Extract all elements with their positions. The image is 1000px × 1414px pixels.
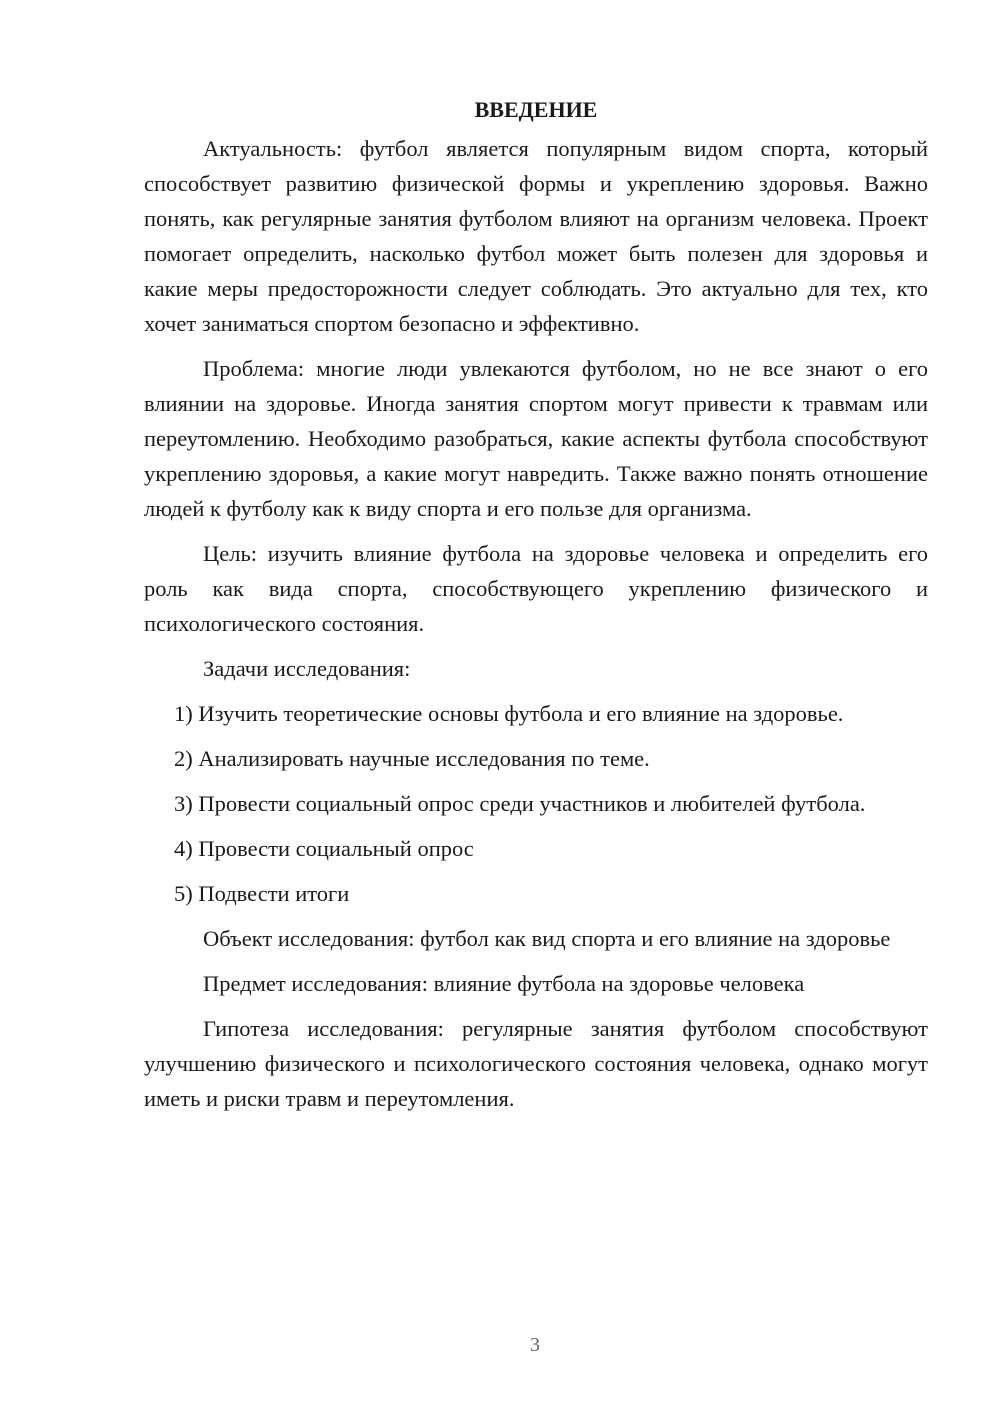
goal-paragraph: Цель: изучить влияние футбола на здоровье человека и определить его роль как вида спорта, способствующего укреплению физического и психологического состояния. [144,541,928,636]
section-title: ВВЕДЕНИЕ [474,97,598,122]
task-item-5: 5) Подвести итоги [174,881,350,906]
tasks-heading: Задачи исследования: [203,656,411,681]
document-page [144,92,928,1126]
task-item-1: 1) Изучить теоретические основы футбола и его влияние на здоровье. [174,701,844,726]
object-paragraph: Объект исследования: футбол как вид спорта и его влияние на здоровье [203,926,891,951]
relevance-paragraph: Актуальность: футбол является популярным видом спорта, который способствует развитию физической формы и укреплению здоровья. Важно понять, как регулярные занятия футболом влияют на организм человека. Проект помогает определить, насколько футбол может быть полезен для здоровья и какие меры предосторожности следует соблюдать. Это актуально для тех, кто хочет заниматься спортом безопасно и эффективно. [144,136,928,336]
page-number: 3 [530,1334,540,1356]
problem-paragraph: Проблема: многие люди увлекаются футболом, но не все знают о его влиянии на здоровье. Иногда занятия спортом могут привести к травмам или переутомлению. Необходимо разобраться, какие аспекты футбола способствуют укреплению здоровья, а какие могут навредить. Также важно понять отношение людей к футболу как к виду спорта и его пользе для организма. [144,356,928,521]
hypothesis-paragraph: Гипотеза исследования: регулярные занятия футболом способствуют улучшению физического и психологического состояния человека, однако могут иметь и риски травм и переутомления. [144,1016,928,1111]
task-item-3: 3) Провести социальный опрос среди участников и любителей футбола. [174,791,866,816]
task-item-2: 2) Анализировать научные исследования по теме. [174,746,650,771]
task-item-4: 4) Провести социальный опрос [174,836,474,861]
subject-paragraph: Предмет исследования: влияние футбола на здоровье человека [203,971,805,996]
